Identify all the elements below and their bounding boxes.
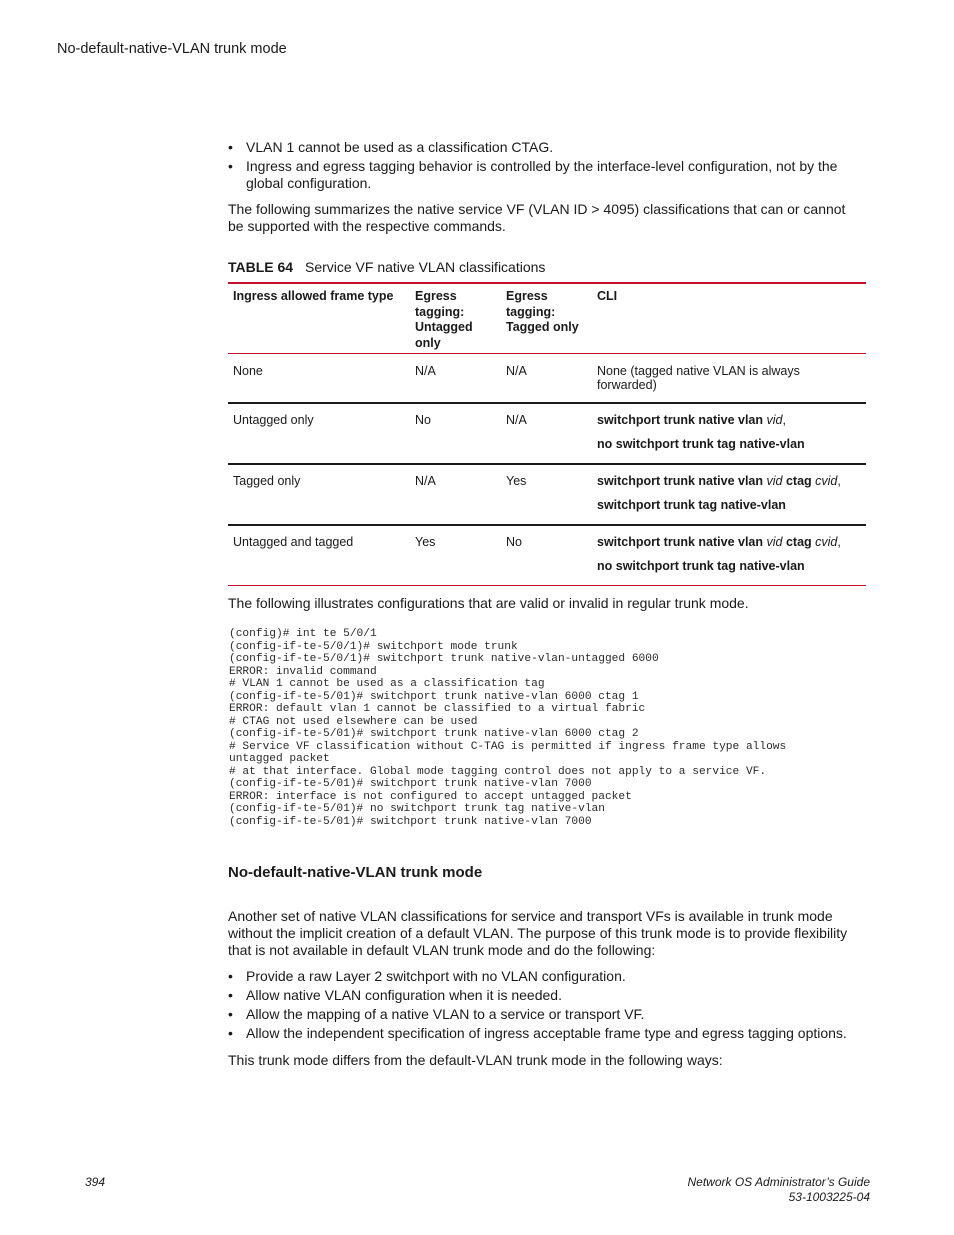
- cli-command-line: [597, 498, 861, 513]
- cell-ingress: Tagged only: [233, 474, 301, 488]
- cli-punct: ,: [837, 474, 841, 488]
- cell-cli: [592, 464, 866, 525]
- cli-command-line: [597, 559, 861, 574]
- table-row: [228, 354, 866, 404]
- cli-punct: ,: [837, 535, 841, 549]
- classification-table: [228, 282, 866, 586]
- cell-untagged: No: [415, 413, 431, 427]
- cli-variable: cvid: [815, 474, 838, 488]
- code-line: ERROR: interface is not configured to accept untagged packet: [229, 790, 632, 803]
- list-item: • Allow the independent specification of ingress acceptable frame type and egress tagging options.: [228, 1025, 858, 1042]
- code-line: (config-if-te-5/01)# switchport trunk native-vlan 6000 ctag 2: [229, 728, 639, 740]
- code-example: [229, 628, 786, 828]
- cell-cli: [592, 525, 866, 586]
- table-row: [228, 403, 866, 464]
- table-header-row: [228, 283, 866, 354]
- cli-variable: cvid: [815, 535, 838, 549]
- cell-tagged: N/A: [506, 413, 527, 427]
- cli-keyword: switchport trunk native vlan: [597, 413, 764, 427]
- code-line: untagged packet: [229, 753, 330, 765]
- cli-variable: vid: [766, 413, 783, 427]
- header-ingress: Ingress allowed frame type: [233, 289, 394, 303]
- list-item: • Ingress and egress tagging behavior is controlled by the interface-level configuration, not by the global configuration.: [228, 158, 858, 192]
- cell-tagged: N/A: [506, 364, 527, 378]
- cli-variable: vid: [766, 535, 783, 549]
- cell-ingress: Untagged and tagged: [233, 535, 354, 549]
- cli-keyword: switchport trunk native vlan: [597, 535, 764, 549]
- code-line: (config-if-te-5/01)# no switchport trunk tag native-vlan: [229, 803, 605, 815]
- cli-keyword: no switchport trunk tag native-vlan: [597, 559, 805, 573]
- bullet-list-bottom: [228, 968, 858, 1044]
- list-item: • Allow the mapping of a native VLAN to a service or transport VF.: [228, 1006, 858, 1023]
- code-line: # CTAG not used elsewhere can be used: [229, 715, 478, 728]
- header-egress-untagged: Egress tagging: Untagged only: [415, 289, 473, 350]
- footer-doc-info: [687, 1175, 870, 1205]
- bullet-list-top: [228, 139, 858, 194]
- running-header: No-default-native-VLAN trunk mode: [57, 41, 287, 57]
- code-line: # at that interface. Global mode tagging control does not apply to a service VF.: [229, 765, 767, 778]
- header-egress-tagged: Egress tagging: Tagged only: [506, 289, 579, 334]
- cli-keyword: no switchport trunk tag native-vlan: [597, 437, 805, 451]
- cell-ingress: None: [233, 364, 263, 378]
- cell-ingress: Untagged only: [233, 413, 314, 427]
- list-item: • Provide a raw Layer 2 switchport with no VLAN configuration.: [228, 968, 858, 985]
- list-item: • VLAN 1 cannot be used as a classification CTAG.: [228, 139, 858, 156]
- differs-paragraph: This trunk mode differs from the default-VLAN trunk mode in the following ways:: [228, 1052, 723, 1068]
- table-caption: [228, 259, 545, 275]
- cell-untagged: N/A: [415, 474, 436, 488]
- code-line: (config-if-te-5/01)# switchport trunk native-vlan 7000: [229, 778, 592, 790]
- cli-punct: ,: [782, 413, 786, 427]
- cli-keyword: ctag: [785, 535, 812, 549]
- illustrates-paragraph: The following illustrates configurations that are valid or invalid in regular trunk mode.: [228, 595, 749, 611]
- cell-untagged: Yes: [415, 535, 436, 549]
- cli-keyword: switchport trunk native vlan: [597, 474, 764, 488]
- section-heading: No-default-native-VLAN trunk mode: [228, 864, 483, 881]
- doc-title: Network OS Administrator’s Guide: [687, 1175, 870, 1189]
- cli-variable: vid: [766, 474, 783, 488]
- list-item: • Allow native VLAN configuration when it is needed.: [228, 987, 858, 1004]
- cli-command-line: [597, 413, 861, 428]
- table-caption-label: TABLE 64: [228, 259, 294, 275]
- intro-paragraph: The following summarizes the native service VF (VLAN ID > 4095) classifications that can or cannot be supported with the respective commands.: [228, 201, 846, 234]
- cell-tagged: Yes: [506, 474, 527, 488]
- cli-keyword: switchport trunk tag native-vlan: [597, 498, 786, 512]
- cli-keyword: ctag: [785, 474, 812, 488]
- table-caption-title: Service VF native VLAN classifications: [304, 259, 546, 275]
- code-line: ERROR: invalid command: [229, 665, 377, 678]
- doc-number: 53-1003225-04: [788, 1190, 870, 1204]
- cli-command-line: [597, 535, 861, 550]
- cli-command-line: [597, 437, 861, 452]
- code-line: (config-if-te-5/01)# switchport trunk native-vlan 7000: [229, 815, 592, 828]
- another-paragraph: Another set of native VLAN classifications for service and transport VFs is available in trunk mode without the implicit creation of a default VLAN. The purpose of this trunk mode is to provide flexibility that is not available in default VLAN trunk mode and do the following:: [228, 908, 848, 958]
- cell-untagged: N/A: [415, 364, 436, 378]
- code-line: (config-if-te-5/01)# switchport trunk native-vlan 6000 ctag 1: [229, 690, 639, 703]
- table-row: [228, 525, 866, 586]
- code-line: # Service VF classification without C-TAG is permitted if ingress frame type allows: [229, 740, 787, 753]
- cli-command-line: [597, 474, 861, 489]
- header-cli: CLI: [597, 289, 618, 303]
- code-line: (config-if-te-5/0/1)# switchport trunk native-vlan-untagged 6000: [229, 653, 659, 665]
- code-line: # VLAN 1 cannot be used as a classification tag: [229, 678, 545, 690]
- cell-tagged: No: [506, 535, 522, 549]
- cell-cli: [592, 403, 866, 464]
- code-line: ERROR: default vlan 1 cannot be classified to a virtual fabric: [229, 703, 646, 715]
- code-line: (config)# int te 5/0/1: [229, 628, 377, 640]
- code-line: (config-if-te-5/0/1)# switchport mode trunk: [229, 640, 518, 653]
- table-row: [228, 464, 866, 525]
- page-number: 394: [85, 1175, 106, 1189]
- cell-cli: None (tagged native VLAN is always forwarded): [597, 364, 800, 392]
